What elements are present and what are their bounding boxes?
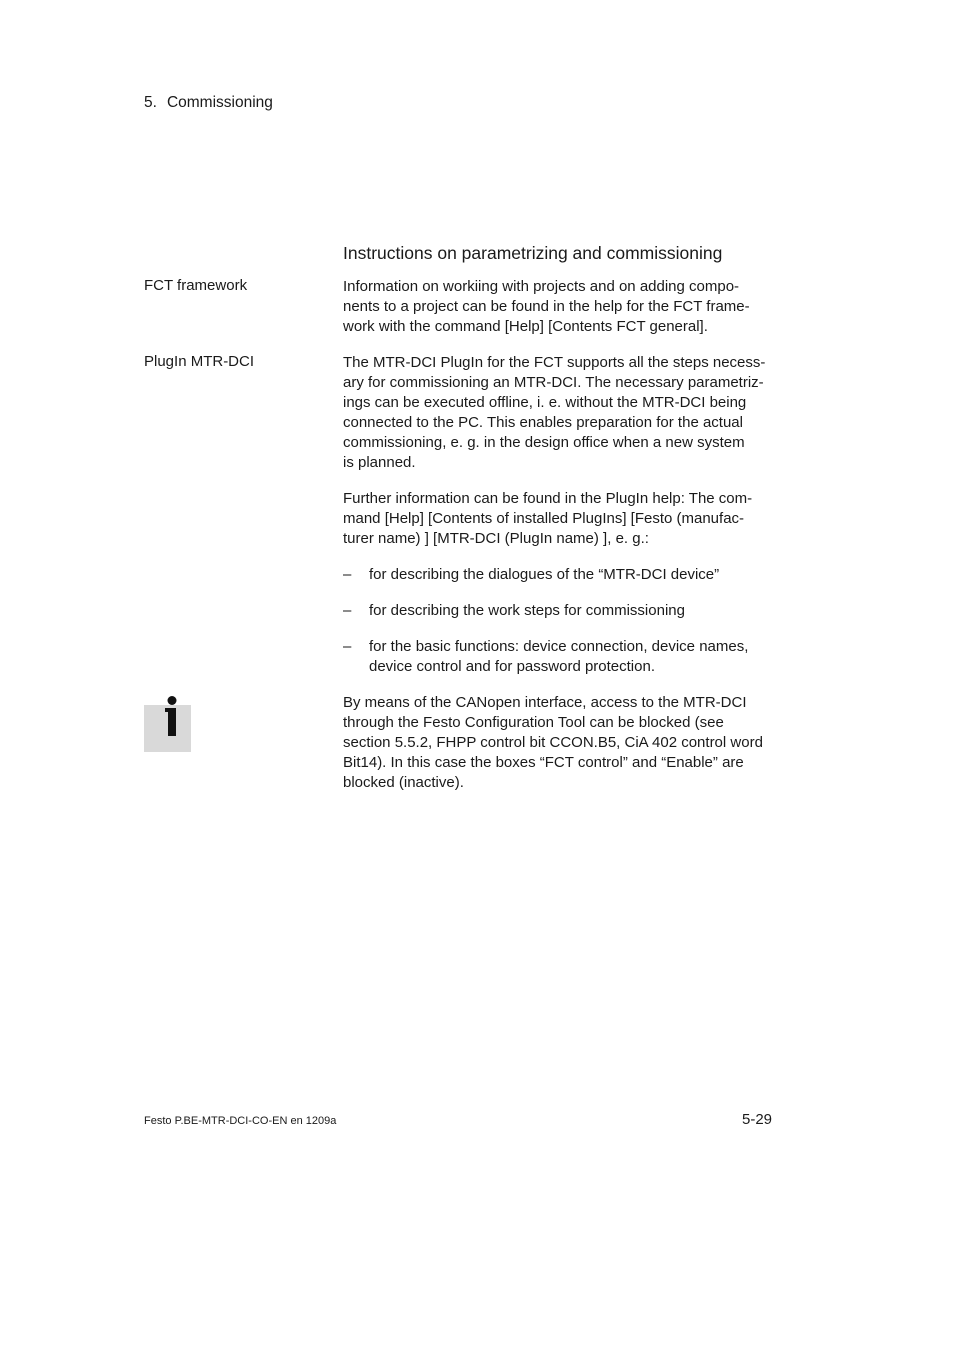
- text-line: Bit14). In this case the boxes “FCT control” and “Enable” are: [343, 754, 744, 771]
- text-line: nents to a project can be found in the help for the FCT frame-: [343, 298, 750, 315]
- chapter-title: Commissioning: [166, 94, 273, 111]
- plugin-paragraph-1: [343, 353, 783, 473]
- text-line: section 5.5.2, FHPP control bit CCON.B5, CiA 402 control word: [343, 734, 763, 751]
- chapter-number: 5.: [144, 94, 157, 111]
- note-text: [343, 693, 783, 793]
- fct-framework-label: FCT framework: [144, 277, 248, 294]
- plugin-paragraph-2: [343, 489, 783, 549]
- list-item-text: device control and for password protection.: [369, 658, 655, 675]
- text-line: Information on workiing with projects and on adding compo-: [343, 278, 740, 295]
- text-line: commissioning, e. g. in the design office when a new system: [343, 434, 745, 451]
- list-item: [343, 601, 783, 621]
- list-item-text: for describing the dialogues of the “MTR-DCI device”: [369, 566, 720, 583]
- section-title: Instructions on parametrizing and commissioning: [343, 243, 723, 263]
- list-item-text: for describing the work steps for commissioning: [369, 602, 685, 619]
- text-line: work with the command [Help] [Contents FCT general].: [343, 318, 708, 335]
- text-line: ings can be executed offline, i. e. without the MTR-DCI being: [343, 394, 747, 411]
- text-line: is planned.: [343, 454, 416, 471]
- text-line: The MTR-DCI PlugIn for the FCT supports all the steps necess-: [343, 354, 766, 371]
- text-line: By means of the CANopen interface, access to the MTR-DCI: [343, 694, 747, 711]
- text-line: connected to the PC. This enables preparation for the actual: [343, 414, 743, 431]
- text-line: through the Festo Configuration Tool can be blocked (see: [343, 714, 724, 731]
- list-item: [343, 565, 783, 585]
- text-line: Further information can be found in the PlugIn help: The com-: [343, 490, 753, 507]
- list-item: [343, 637, 783, 677]
- plugin-label: PlugIn MTR-DCI: [144, 353, 255, 370]
- list-item-text: for the basic functions: device connection, device names,: [369, 638, 749, 655]
- footer-doc-id: Festo P.BE-MTR-DCI-CO-EN en 1209a: [144, 1115, 337, 1127]
- fct-framework-text: [343, 277, 783, 337]
- list-dash: –: [343, 566, 352, 583]
- text-line: mand [Help] [Contents of installed PlugIns] [Festo (manufac-: [343, 510, 745, 527]
- text-line: turer name) ] [MTR-DCI (PlugIn name) ], e. g.:: [343, 530, 649, 547]
- running-header: [144, 94, 273, 112]
- list-dash: –: [343, 638, 352, 655]
- page-number: 5-29: [742, 1111, 773, 1128]
- text-line: blocked (inactive).: [343, 774, 464, 791]
- info-icon: [144, 695, 191, 752]
- list-dash: –: [343, 602, 352, 619]
- text-line: ary for commissioning an MTR-DCI. The necessary parametriz-: [343, 374, 764, 391]
